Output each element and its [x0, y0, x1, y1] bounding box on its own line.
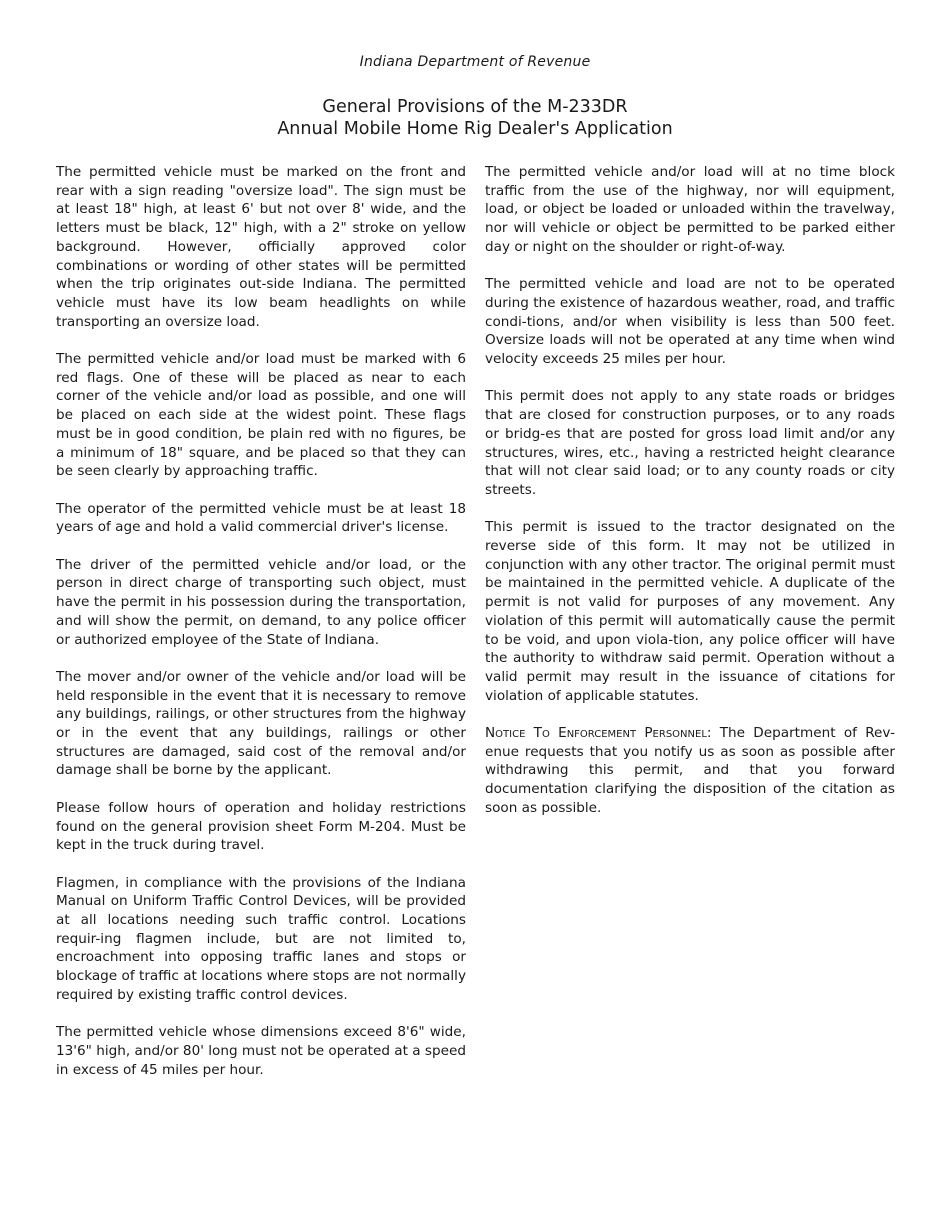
title-line-2: Annual Mobile Home Rig Dealer's Application [277, 119, 673, 139]
provision-speed-limit: The permitted vehicle whose dimensions exceed 8'6" wide, 13'6" high, and/or 80' long must not be operated at a speed in excess of 45 miles per hour. [56, 1024, 466, 1078]
left-column [56, 163, 466, 1098]
enforcement-notice [485, 724, 895, 818]
title-line-1: General Provisions of the M-233DR [322, 97, 628, 117]
page-title [0, 96, 950, 140]
provision-operator-age: The operator of the permitted vehicle must be at least 18 years of age and hold a valid commercial driver's license. [56, 500, 466, 536]
right-column [485, 163, 895, 836]
provision-sign: The permitted vehicle must be marked on the front and rear with a sign reading "oversize load". The sign must be at least 18" high, at least 6' but not over 8' wide, and the letters must be black, 12" high, with a 2" stroke on yellow background. However, officially approved color combinations or wording of other states will be permitted when the trip originates out-side Indiana. The permitted vehicle must have its low beam headlights on while transporting an oversize load. [56, 164, 466, 330]
provision-roads-bridges: This permit does not apply to any state roads or bridges that are closed for construction purposes, or to any roads or bridg-es that are posted for gross load limit and/or any structures, wires, etc., having a restricted height clearance that will not clear said load; or to any county roads or city streets. [485, 388, 895, 498]
notice-label: Notice To Enforcement Personnel: [485, 725, 712, 742]
notice-text: The Department of Rev-enue requests that you notify us as soon as possible after withdrawing this permit, and that you forward documentation clarifying the disposition of the citation as soon as possible. [485, 725, 895, 816]
provision-liability: The mover and/or owner of the vehicle and/or load will be held responsible in the event that it is necessary to remove any buildings, railings, or other structures from the highway or in the event that any buildings, railings or other structures are damaged, said cost of the removal and/or damage shall be borne by the applicant. [56, 668, 466, 779]
provision-tractor: This permit is issued to the tractor designated on the reverse side of this form. It may not be utilized in conjunction with any other tractor. The original permit must be maintained in the permitted vehicle. A duplicate of the permit is not valid for purposes of any movement. Any violation of this permit will automatically cause the permit to be void, and upon viola-tion, any police officer will have the authority to withdraw said permit. Operation without a valid permit may result in the issuance of citations for violation of applicable statutes. [485, 519, 895, 704]
provision-permit-possession: The driver of the permitted vehicle and/or load, or the person in direct charge of transporting such object, must have the permit in his possession during the transportation, and will show the permit, on demand, to any police officer or authorized employee of the State of Indiana. [56, 556, 466, 648]
provision-flagmen: Flagmen, in compliance with the provisions of the Indiana Manual on Uniform Traffic Control Devices, will be provided at all locations needing such traffic control. Locations requir-ing flagmen include, but are not limited to, encroachment into opposing traffic lanes and stops or blockage of traffic at locations where stops are not normally required by existing traffic control devices. [56, 874, 466, 1003]
agency-name: Indiana Department of Revenue [359, 54, 591, 70]
provision-flags: The permitted vehicle and/or load must be marked with 6 red flags. One of these will be placed as near to each corner of the vehicle and/or load as possible, and one will be placed on each side at the widest point. These flags must be in good condition, be plain red with no figures, be a minimum of 18" square, and be placed so that they can be seen clearly by approaching traffic. [56, 351, 466, 480]
provision-traffic-block: The permitted vehicle and/or load will at no time block traffic from the use of the highway, nor will equipment, load, or object be loaded or unloaded within the travelway, nor will vehicle or object be permitted to be parked either day or night on the shoulder or right-of-way. [485, 164, 895, 255]
provision-weather: The permitted vehicle and load are not to be operated during the existence of hazardous weather, road, and traffic condi-tions, and/or when visibility is less than 500 feet. Oversize loads will not be operated at any time when wind velocity exceeds 25 miles per hour. [485, 276, 895, 368]
provision-hours: Please follow hours of operation and holiday restrictions found on the general provision sheet Form M-204. Must be kept in the truck during travel. [56, 799, 466, 854]
